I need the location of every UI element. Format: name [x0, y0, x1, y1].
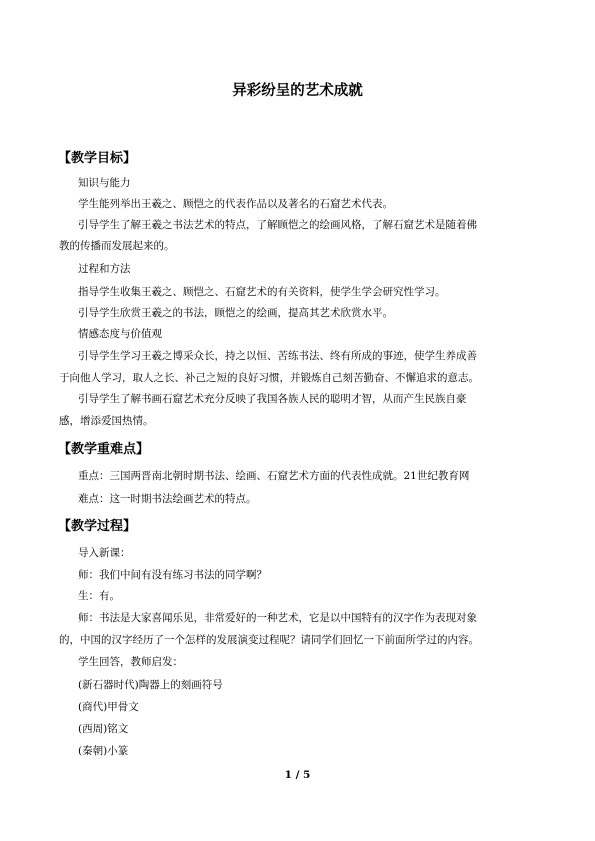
paragraph-line: 师：我们中间有没有练习书法的同学啊？	[78, 569, 267, 581]
paragraph-line: 教的传播而发展起来的。	[59, 240, 175, 252]
paragraph-line: (商代)甲骨文	[78, 701, 139, 713]
paragraph-line: (新石器时代)陶器上的刻画符号	[78, 679, 223, 691]
paragraph-line: (秦朝)小篆	[78, 745, 129, 757]
paragraph-line: 情感态度与价值观	[78, 328, 162, 340]
paragraph-line: 引导学生学习王羲之博采众长，持之以恒、苦练书法、终有所成的事迹，使学生养成善	[78, 350, 477, 362]
section-heading-goals: 【教学目标】	[58, 151, 137, 166]
paragraph-line: 引导学生了解王羲之书法艺术的特点，了解顾恺之的绘画风格，了解石窟艺术是随着佛	[78, 219, 477, 231]
paragraph-line: 知识与能力	[78, 177, 131, 189]
paragraph-line: 难点：这一时期书法绘画艺术的特点。	[78, 493, 257, 505]
page-number: 1 / 5	[284, 769, 311, 781]
paragraph-line: 于向他人学习，取人之长、补己之短的良好习惯，并锻炼自己刻苦勤奋、不懈追求的意志。	[59, 372, 479, 384]
document-title: 异彩纷呈的艺术成就	[232, 83, 363, 99]
paragraph-line: 感，增添爱国热情。	[59, 415, 154, 427]
paragraph-line: 生：有。	[78, 590, 120, 602]
paragraph-line: 引导学生欣赏王羲之的书法，顾恺之的绘画，提高其艺术欣赏水平。	[78, 307, 393, 319]
paragraph-line: 指导学生收集王羲之、顾恺之、石窟艺术的有关资料，使学生学会研究性学习。	[78, 286, 446, 298]
paragraph-line: 导入新课：	[78, 547, 131, 559]
paragraph-line: 的，中国的汉字经历了一个怎样的发展演变过程呢？请同学们回忆一下前面所学过的内容。	[59, 634, 479, 646]
paragraph-line: 学生能列举出王羲之、顾恺之的代表作品以及著名的石窟艺术代表。	[78, 198, 393, 210]
paragraph-line: 学生回答，教师启发：	[78, 656, 183, 668]
paragraph-line: (西周)铭文	[78, 723, 129, 735]
paragraph-line: 过程和方法	[78, 263, 131, 275]
paragraph-line: 师：书法是大家喜闻乐见，非常爱好的一种艺术，它是以中国特有的汉字作为表现对象	[78, 612, 477, 624]
paragraph-line: 引导学生了解书画石窟艺术充分反映了我国各族人民的聪明才智，从而产生民族自豪	[78, 393, 467, 405]
paragraph-line: 重点：三国两晋南北朝时期书法、绘画、石窟艺术方面的代表性成就。21世纪教育网	[78, 470, 470, 482]
section-heading-process: 【教学过程】	[58, 519, 137, 534]
section-heading-key-points: 【教学重难点】	[58, 442, 150, 457]
